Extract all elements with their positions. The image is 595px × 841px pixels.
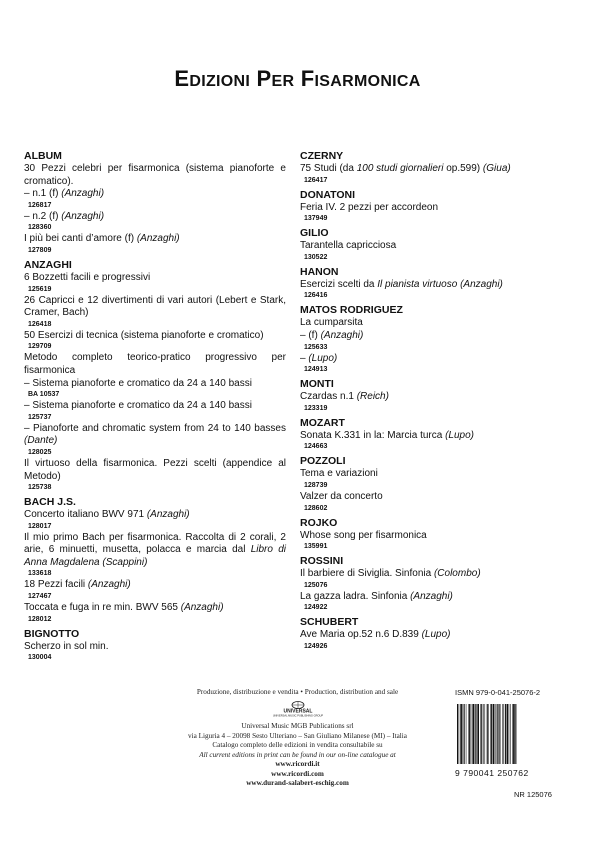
catalog-code: 128602 — [304, 504, 328, 512]
company-address: via Liguria 4 – 20098 Sesto Ulteriano – San Giuliano Milanese (MI) – Italia — [188, 731, 407, 740]
catalog-code: 124663 — [304, 443, 328, 451]
catalog-code: 137949 — [304, 215, 328, 223]
barcode-bar — [475, 704, 476, 764]
universal-logo — [268, 701, 328, 721]
catalog-entry-title: Tarantella capricciosa — [300, 240, 397, 252]
barcode-bar — [468, 704, 469, 764]
catalog-code: 126817 — [28, 201, 52, 209]
barcode-bar — [515, 704, 516, 764]
catalog-code: 125619 — [28, 285, 52, 293]
catalog-entry-title: 18 Pezzi facili (Anzaghi) — [24, 579, 131, 591]
catalog-code: BA 10537 — [28, 391, 60, 399]
composer-heading: MATOS RODRIGUEZ — [300, 304, 403, 317]
catalog-entry-title: Feria IV. 2 pezzi per accordeon — [300, 201, 439, 213]
catalog-column-left — [24, 150, 286, 663]
barcode-bar — [481, 704, 482, 764]
catalog-column-right — [300, 150, 574, 652]
catalog-code: 125633 — [304, 343, 328, 351]
catalog-code: 125738 — [28, 484, 52, 492]
barcode-bar — [513, 704, 515, 764]
catalog-entry-title: Tema e variazioni — [300, 468, 378, 480]
catalog-entry-title: Sonata K.331 in la: Marcia turca (Lupo) — [300, 429, 474, 441]
barcode-bar — [464, 704, 465, 764]
catalog-entry-title: La gazza ladra. Sinfonia (Anzaghi) — [300, 590, 453, 602]
barcode-bar — [502, 704, 503, 764]
barcode-bar — [495, 704, 496, 764]
company-name: Universal Music MGB Publications srl — [241, 722, 354, 730]
barcode-bar — [497, 704, 498, 764]
catalog-entry-title: Il virtuoso della fisarmonica. Pezzi scelti (appendice al Metodo) — [24, 457, 286, 482]
composer-heading: POZZOLI — [300, 455, 346, 468]
catalog-code: 128012 — [28, 615, 52, 623]
barcode-bar — [460, 704, 462, 764]
catalog-code: 133618 — [28, 570, 52, 578]
barcode-bar — [487, 704, 488, 764]
catalog-entry-title: – Sistema pianoforte e cromatico da 24 a 140 bassi — [24, 377, 252, 389]
catalog-entry-title: Whose song per fisarmonica — [300, 529, 427, 541]
barcode-bar — [471, 704, 472, 764]
catalog-code: 125076 — [304, 581, 328, 589]
composer-heading: SCHUBERT — [300, 616, 359, 629]
catalog-entry-title: Toccata e fuga in re min. BWV 565 (Anzaghi) — [24, 602, 224, 614]
production-line: Produzione, distribuzione e vendita • Production, distribution and sale — [196, 688, 399, 696]
composer-heading: MONTI — [300, 378, 334, 391]
barcode-bar — [483, 704, 484, 764]
catalog-entry-title: 30 Pezzi celebri per fisarmonica (sistema pianoforte e cromatico). — [24, 163, 286, 187]
catalog-entry-title: Esercizi scelti da Il pianista virtuoso (Anzaghi) — [300, 278, 503, 290]
logo-wordmark: UNIVERSAL — [283, 708, 312, 714]
globe-icon — [268, 701, 328, 717]
barcode-bar — [512, 704, 513, 764]
catalog-entry-title: – (f) (Anzaghi) — [300, 329, 364, 341]
catalog-code: 124913 — [304, 366, 328, 374]
composer-heading: MOZART — [300, 416, 345, 429]
barcode-bar — [499, 704, 500, 764]
barcode-bar — [491, 704, 492, 764]
catalog-number: NR 125076 — [514, 790, 552, 799]
catalog-code: 125737 — [28, 413, 52, 421]
catalog-code: 126416 — [304, 292, 328, 300]
barcode-bar — [490, 704, 491, 764]
barcode-bar — [509, 704, 510, 764]
barcode-digits: 9 790041 250762 — [455, 768, 529, 778]
catalog-entry-title: Ave Maria op.52 n.6 D.839 (Lupo) — [300, 629, 451, 641]
catalog-code: 128360 — [28, 224, 52, 232]
composer-heading: HANON — [300, 265, 339, 278]
catalog-entry-title: 75 Studi (da 100 studi giornalieri op.599) (Giua) — [300, 163, 511, 174]
composer-heading: ROJKO — [300, 516, 338, 529]
catalog-entry-title: 26 Capricci e 12 divertimenti di vari autori (Lebert e Stark, Cramer, Bach) — [24, 294, 286, 319]
barcode — [457, 704, 569, 764]
catalog-entry-title: Il barbiere di Siviglia. Sinfonia (Colombo) — [300, 568, 481, 580]
barcode-bar — [480, 704, 481, 764]
catalog-entry-title: – n.2 (f) (Anzaghi) — [24, 210, 105, 222]
barcode-bar — [485, 704, 486, 764]
barcode-bar — [477, 704, 479, 764]
catalog-note-it: Catalogo completo delle edizioni in vendita consultabile su — [212, 741, 383, 749]
barcode-bar — [457, 704, 458, 764]
catalog-entry-title: Concerto italiano BWV 971 (Anzaghi) — [24, 509, 190, 521]
catalog-entry-title: I più bei canti d’amore (f) (Anzaghi) — [24, 233, 180, 245]
composer-heading: GILIO — [300, 227, 329, 240]
composer-heading: ALBUM — [24, 150, 62, 162]
ismn-number: ISMN 979-0-041-25076-2 — [455, 688, 541, 697]
barcode-bar — [459, 704, 460, 764]
page-title: EDIZIONI PER FISARMONICA — [174, 66, 421, 91]
catalog-entry-title: Metodo completo teorico-pratico progressivo per fisarmonica — [24, 352, 286, 376]
composer-heading: ROSSINI — [300, 555, 344, 568]
catalog-code: 130522 — [304, 253, 328, 261]
catalog-entry-title: – Pianoforte and chromatic system from 24 to 140 basses (Dante) — [24, 422, 286, 447]
catalog-entry-title: – Sistema pianoforte e cromatico da 24 a 140 bassi — [24, 400, 252, 412]
catalog-note-en: All current editions in print can be found in our on-line catalogue at — [199, 750, 396, 759]
composer-heading: DONATONI — [300, 188, 356, 201]
catalog-code: 126418 — [28, 320, 52, 328]
catalog-code: 130004 — [28, 654, 52, 662]
catalog-entry-title: Scherzo in sol min. — [24, 640, 109, 652]
catalog-code: 135991 — [304, 543, 328, 551]
catalog-code: 127809 — [28, 246, 52, 254]
catalog-entry-title: – (Lupo) — [300, 352, 338, 364]
composer-heading: BACH J.S. — [24, 496, 76, 509]
barcode-bar — [466, 704, 467, 764]
barcode-bar — [472, 704, 474, 764]
barcode-bar — [463, 704, 464, 764]
publisher-footer — [150, 688, 445, 789]
barcode-bar — [498, 704, 499, 764]
catalog-code: 127467 — [28, 593, 52, 601]
barcode-bar — [476, 704, 477, 764]
catalog-entry-title: – n.1 (f) (Anzaghi) — [24, 188, 105, 200]
catalog-code: 128017 — [28, 522, 52, 530]
catalog-code: 124922 — [304, 604, 328, 612]
catalog-code: 126417 — [304, 176, 328, 184]
url-ricordi-com[interactable]: www.ricordi.com — [271, 769, 324, 778]
catalog-code: 129709 — [28, 343, 52, 351]
barcode-bar — [493, 704, 495, 764]
composer-heading: CZERNY — [300, 150, 344, 162]
logo-subtitle: UNIVERSAL MUSIC PUBLISHING GROUP — [272, 714, 323, 717]
composer-heading: BIGNOTTO — [24, 627, 80, 640]
catalog-entry-title: Czardas n.1 (Reich) — [300, 391, 389, 403]
barcode-bar — [488, 704, 489, 764]
catalog-entry-title: Valzer da concerto — [300, 490, 383, 502]
catalog-entry-title: 6 Bozzetti facili e progressivi — [24, 271, 151, 283]
catalog-entry-title: La cumparsita — [300, 317, 363, 329]
url-durand[interactable]: www.durand-salabert-eschig.com — [246, 779, 349, 787]
barcode-bar — [505, 704, 506, 764]
barcode-bar — [510, 704, 511, 764]
barcode-bar — [507, 704, 509, 764]
barcode-bar — [503, 704, 504, 764]
url-ricordi-it[interactable]: www.ricordi.it — [275, 760, 320, 768]
catalog-entry-title: Il mio primo Bach per fisarmonica. Raccolta di 2 corali, 2 arie, 6 minuetti, musetta, polacca e marcia dal Libro di Anna Magdalena (Scappini) — [24, 531, 286, 568]
catalog-code: 123319 — [304, 404, 328, 412]
barcode-bar — [469, 704, 470, 764]
catalog-code: 128025 — [28, 448, 52, 456]
catalog-code: 128739 — [304, 481, 328, 489]
catalog-code: 124926 — [304, 642, 328, 650]
catalog-entry-title: 50 Esercizi di tecnica (sistema pianoforte e cromatico) — [24, 329, 264, 341]
composer-heading: ANZAGHI — [24, 258, 72, 271]
